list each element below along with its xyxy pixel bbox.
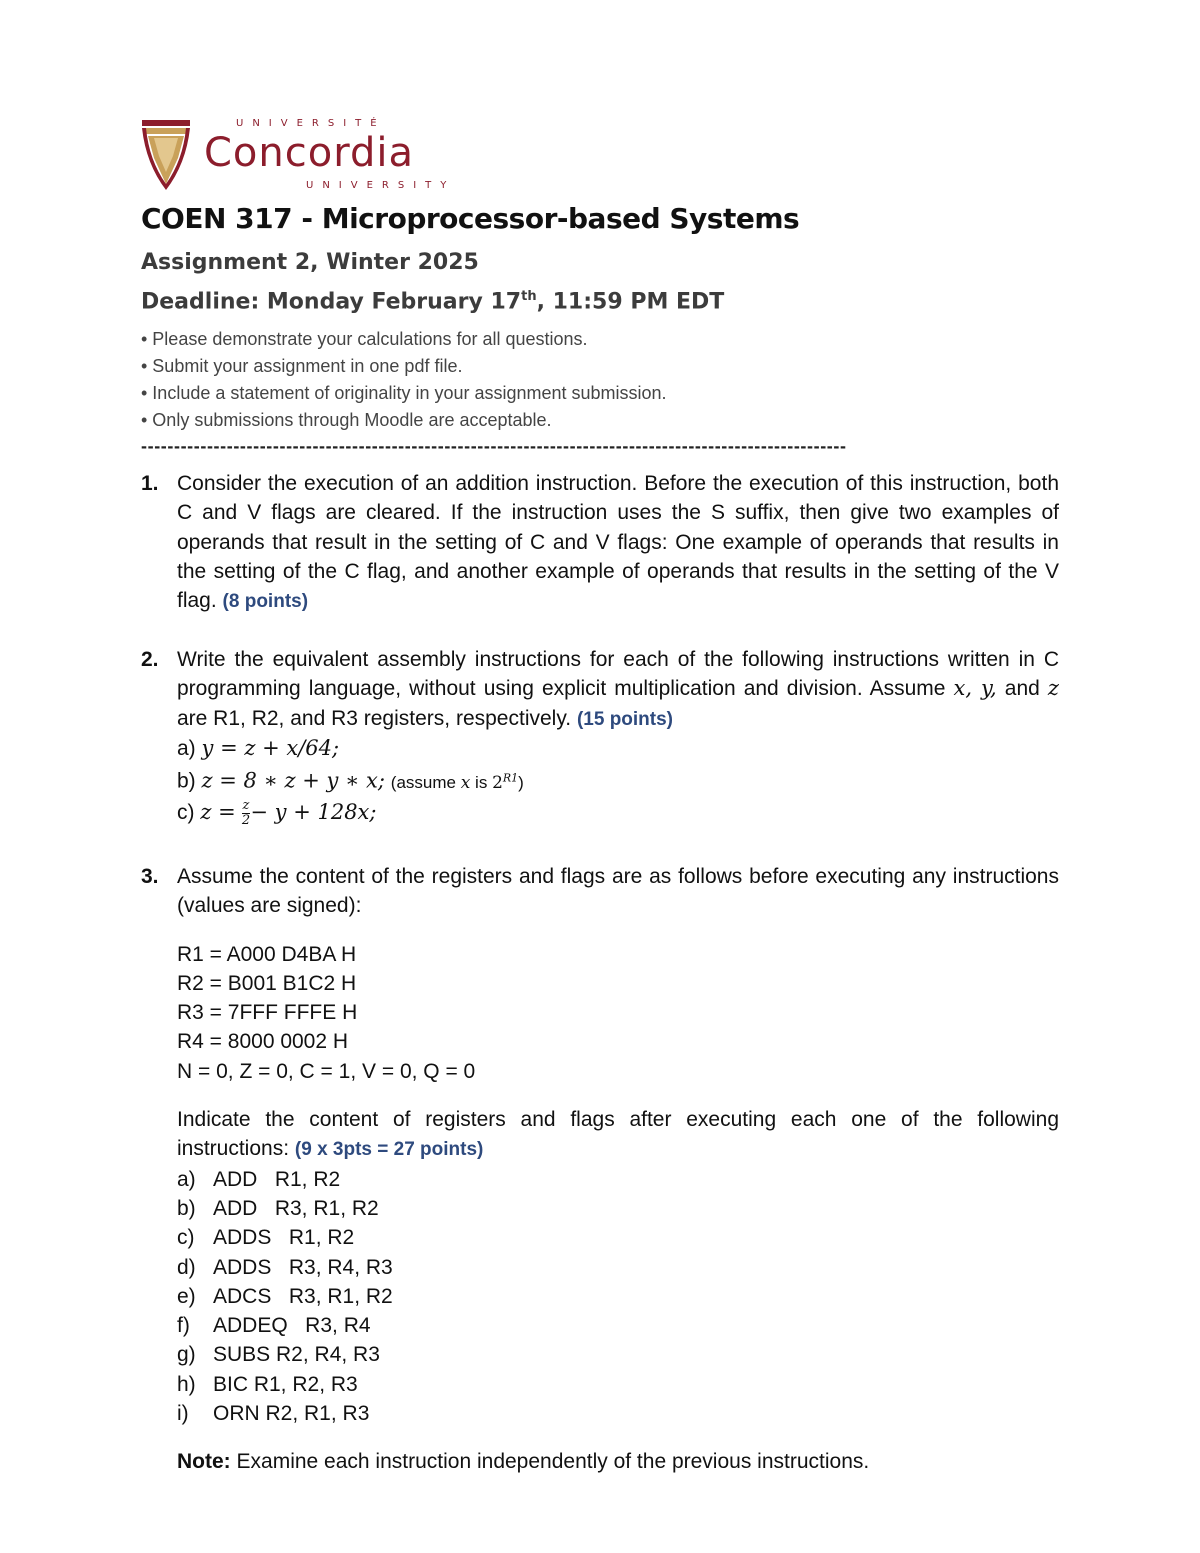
subquestion-b	[177, 763, 1059, 798]
item-label: f)	[177, 1314, 190, 1338]
deadline-date: Deadline: Monday February 17	[141, 289, 522, 315]
deadline	[141, 289, 724, 314]
instruction-item: • Please demonstrate your calculations for all questions.	[141, 329, 588, 349]
flags-value: N = 0, Z = 0, C = 1, V = 0, Q = 0	[177, 1059, 476, 1083]
item-label: i)	[177, 1402, 189, 1426]
question-1	[141, 469, 1059, 616]
question-text: Indicate the content of registers and flags after executing each one of the following instructions:	[177, 1108, 1059, 1161]
register-value: R2 = B001 B1C2 H	[177, 971, 357, 995]
fraction-denominator: 2	[241, 813, 251, 829]
note-label: Note:	[177, 1450, 231, 1474]
register-value: R4 = 8000 0002 H	[177, 1030, 349, 1054]
item-label: b)	[177, 1196, 196, 1220]
item-label: d)	[177, 1255, 196, 1279]
item-instruction: ADDEQ R3, R4	[213, 1314, 371, 1338]
subquestion-label: c)	[177, 801, 195, 825]
separator-line: -----------------------------------------------------------------------------------------------------------	[141, 436, 847, 456]
note-text: Examine each instruction independently of the previous instructions.	[236, 1450, 870, 1474]
math-expression: y = z + x/64;	[201, 735, 340, 760]
note-text: (assume	[390, 772, 456, 792]
university-logo	[140, 112, 460, 196]
logo-top-text: UNIVERSITÉ	[236, 118, 386, 129]
question-3	[141, 862, 1059, 1477]
note-text: )	[518, 772, 524, 792]
instruction-item: • Submit your assignment in one pdf file.	[141, 356, 463, 376]
course-title: COEN 317 - Microprocessor-based Systems	[141, 202, 800, 235]
question-number: 1.	[141, 472, 159, 495]
subquestion-label: a)	[177, 736, 196, 760]
subquestion-c	[177, 798, 1059, 828]
points-label: (8 points)	[222, 591, 309, 613]
assignment-title: Assignment 2, Winter 2025	[141, 250, 479, 275]
subquestion-a	[177, 734, 1059, 763]
item-instruction: SUBS R2, R4, R3	[213, 1343, 380, 1367]
points-label: (9 x 3pts = 27 points)	[294, 1139, 484, 1161]
item-label: g)	[177, 1343, 196, 1367]
question-text: are R1, R2, and R3 registers, respectively.	[177, 706, 572, 730]
item-label: e)	[177, 1284, 196, 1308]
question-text: Consider the execution of an addition instruction. Before the execution of this instruction, both C and V flags are cleared. If the instruction uses the S suffix, then give two examples of operands that result in the setting of C and V flags: One example of operands that results in the setting of the C flag, and another example of operands that results in the setting of the V flag.	[177, 472, 1059, 613]
register-value: R1 = A000 D4BA H	[177, 942, 357, 966]
deadline-ordinal: th	[521, 289, 537, 304]
subquestion-label: b)	[177, 769, 196, 793]
instruction-row	[177, 1370, 1059, 1399]
concordia-crest-icon	[140, 114, 192, 192]
question-text: Assume the content of the registers and flags are as follows before executing any instructions (values are signed):	[177, 865, 1059, 918]
question-2	[141, 645, 1059, 828]
item-label: a)	[177, 1167, 196, 1191]
math-vars: x, y,	[953, 676, 997, 701]
instruction-row	[177, 1399, 1059, 1428]
instruction-row	[177, 1282, 1059, 1311]
item-instruction: BIC R1, R2, R3	[213, 1372, 358, 1396]
instruction-row	[177, 1340, 1059, 1369]
item-instruction: ADCS R3, R1, R2	[213, 1284, 393, 1308]
math-expression: z =	[200, 800, 236, 825]
item-instruction: ORN R2, R1, R3	[213, 1402, 370, 1426]
math-base: 2	[492, 772, 503, 793]
question-text: and	[1004, 677, 1040, 701]
note-text: is	[475, 772, 488, 792]
register-value: R3 = 7FFF FFFE H	[177, 1001, 358, 1025]
math-expression: z = 8 ∗ z + y ∗ x;	[201, 768, 385, 793]
item-instruction: ADD R1, R2	[213, 1167, 341, 1191]
question-number: 2.	[141, 648, 159, 671]
math-var: x	[460, 772, 471, 793]
points-label: (15 points)	[576, 708, 674, 730]
math-var: z	[1047, 676, 1059, 701]
instruction-row	[177, 1253, 1059, 1282]
logo-name: Concordia	[204, 130, 414, 176]
note	[177, 1447, 1059, 1476]
item-instruction: ADD R3, R1, R2	[213, 1196, 379, 1220]
math-exponent: R1	[502, 771, 519, 785]
question-text: Write the equivalent assembly instructions for each of the following instructions written in C programming language, without using explicit multiplication and division. Assume	[177, 648, 1059, 701]
item-instruction: ADDS R3, R4, R3	[213, 1255, 393, 1279]
instruction-item: • Include a statement of originality in your assignment submission.	[141, 383, 667, 403]
item-instruction: ADDS R1, R2	[213, 1226, 355, 1250]
deadline-time: , 11:59 PM EDT	[536, 289, 725, 315]
instruction-row	[177, 1223, 1059, 1252]
logo-bottom-text: UNIVERSITY	[306, 180, 456, 191]
math-expression: − y + 128x;	[250, 800, 377, 825]
subquestion-note	[391, 773, 524, 792]
instructions-list	[141, 326, 667, 434]
instruction-row	[177, 1194, 1059, 1223]
instruction-row	[177, 1311, 1059, 1340]
instruction-item: • Only submissions through Moodle are acceptable.	[141, 410, 552, 430]
item-label: h)	[177, 1372, 196, 1396]
question-number: 3.	[141, 865, 159, 888]
fraction-numerator: z	[242, 798, 250, 814]
instruction-row	[177, 1165, 1059, 1194]
item-label: c)	[177, 1226, 195, 1250]
